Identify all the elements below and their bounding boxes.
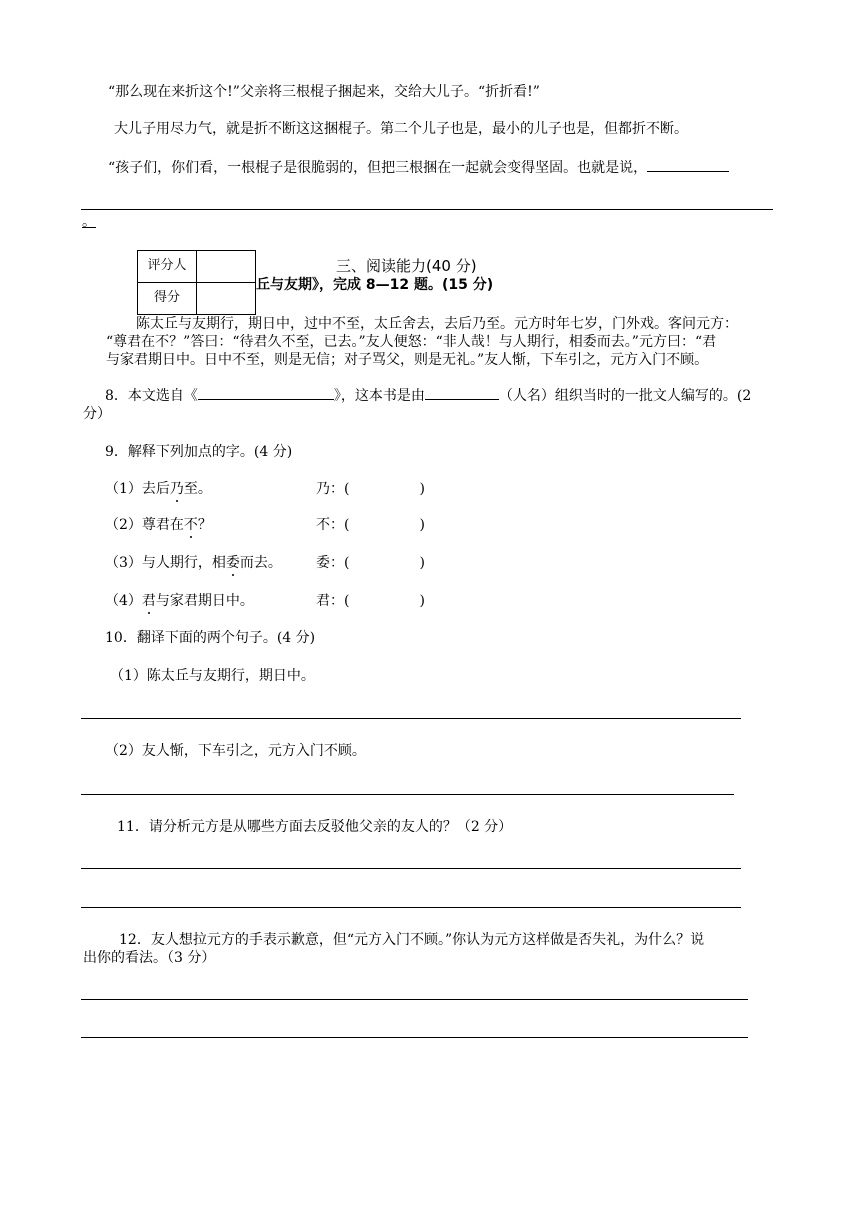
- answer-blank[interactable]: [647, 159, 729, 172]
- question-12-line-2: 出你的看法。（3 分）: [83, 950, 216, 966]
- answer-line[interactable]: [81, 907, 741, 908]
- item-4-pre: （4）: [105, 593, 142, 609]
- passage-line-3: 与家君期日中。日中不至，则是无信；对子骂父，则是无礼。”友人惭，下车引之，元方入门不顾。: [106, 352, 709, 368]
- section-subtitle: 丘与友期》，完成 8—12 题。(15 分): [256, 277, 494, 293]
- answer-line[interactable]: [81, 1037, 748, 1038]
- question-9-title: 9．解释下列加点的字。(4 分): [105, 444, 293, 460]
- question-10-sentence-2: （2）友人惭，下车引之，元方入门不顾。: [105, 743, 366, 759]
- question-9-item-3: [105, 553, 282, 573]
- item-4-dotted-char: 君: [141, 593, 156, 609]
- item-3-pre: （3）与人期行，相: [105, 555, 226, 571]
- question-9-item-4: [105, 591, 254, 611]
- score-label: 得分: [138, 283, 197, 315]
- item-2-pre: （2）尊君在: [105, 517, 184, 533]
- question-8-part-a: 8．本文选自《: [105, 388, 198, 404]
- item-4-post: 与家君期日中。: [155, 593, 254, 609]
- question-9-item-1: [105, 479, 212, 499]
- question-9-item-2: [105, 515, 212, 535]
- item-2-key: 不：(: [316, 517, 350, 533]
- answer-line[interactable]: [81, 794, 734, 795]
- score-cell[interactable]: [197, 283, 256, 315]
- passage-line-2: “尊君在不？”答曰：“待君久不至，已去。”友人便怒：“非人哉！与人期行，相委而去。”元方曰：“君: [106, 334, 717, 350]
- question-9-answer-4[interactable]: [316, 591, 425, 611]
- question-8-part-b: 》，这本书是由: [333, 388, 425, 404]
- item-1-post: 至。: [183, 481, 212, 497]
- grader-label: 评分人: [138, 251, 197, 283]
- book-name-blank[interactable]: [198, 387, 334, 400]
- item-4-key: 君：(: [316, 593, 350, 609]
- question-9-answer-2[interactable]: [316, 515, 425, 535]
- story-paragraph-3: [108, 158, 729, 178]
- answer-line[interactable]: [81, 868, 741, 869]
- question-10-title: 10．翻译下面的两个句子。(4 分): [105, 630, 316, 646]
- item-2-post: ？: [197, 517, 212, 533]
- answer-line[interactable]: [81, 718, 741, 719]
- grader-cell[interactable]: [197, 251, 256, 283]
- story-paragraph-2: 大儿子用尽力气，就是折不断这这捆棍子。第二个儿子也是，最小的儿子也是，但都折不断。: [114, 121, 688, 137]
- question-8-part-c: （人名）组织当时的一批文人编写的。(2: [498, 388, 752, 404]
- item-1-dotted-char: 乃: [169, 481, 184, 497]
- item-4-close: ): [419, 593, 425, 609]
- story-paragraph-3-end: 。: [82, 214, 96, 230]
- item-1-key: 乃：(: [316, 481, 350, 497]
- score-box: [137, 250, 256, 315]
- story-paragraph-1: “那么现在来折这个!”父亲将三根棍子捆起来，交给大儿子。“折折看!”: [108, 84, 540, 100]
- item-3-dotted-char: 委: [225, 555, 240, 571]
- answer-line[interactable]: [81, 209, 773, 210]
- item-1-pre: （1）去后: [105, 481, 170, 497]
- item-2-dotted-char: 不: [183, 517, 198, 533]
- answer-line[interactable]: [81, 999, 748, 1000]
- story-paragraph-3-text: “孩子们，你们看，一根棍子是很脆弱的，但把三根捆在一起就会变得坚固。也就是说，: [108, 160, 648, 176]
- question-9-answer-1[interactable]: [316, 479, 425, 499]
- item-3-post: 而去。: [239, 555, 282, 571]
- question-11-title: 11．请分析元方是从哪些方面去反驳他父亲的友人的？（2 分）: [117, 819, 513, 835]
- item-3-key: 委：(: [316, 555, 350, 571]
- question-10-sentence-1: （1）陈太丘与友期行，期日中。: [110, 668, 315, 684]
- item-3-close: ): [419, 555, 425, 571]
- item-2-close: ): [419, 517, 425, 533]
- section-title: 三、阅读能力(40 分): [336, 257, 477, 275]
- passage-line-1: 陈太丘与友期行，期日中，过中不至，太丘舍去，去后乃至。元方时年七岁，门外戏。客问元方：: [136, 316, 738, 332]
- item-1-close: ): [419, 481, 425, 497]
- person-name-blank[interactable]: [425, 387, 499, 400]
- question-8: [105, 386, 751, 406]
- question-9-answer-3[interactable]: [316, 553, 425, 573]
- question-12-line-1: 12．友人想拉元方的手表示歉意，但“元方入门不顾。”你认为元方这样做是否失礼，为什么？说: [119, 932, 705, 948]
- question-8-part-d: 分）: [83, 406, 111, 422]
